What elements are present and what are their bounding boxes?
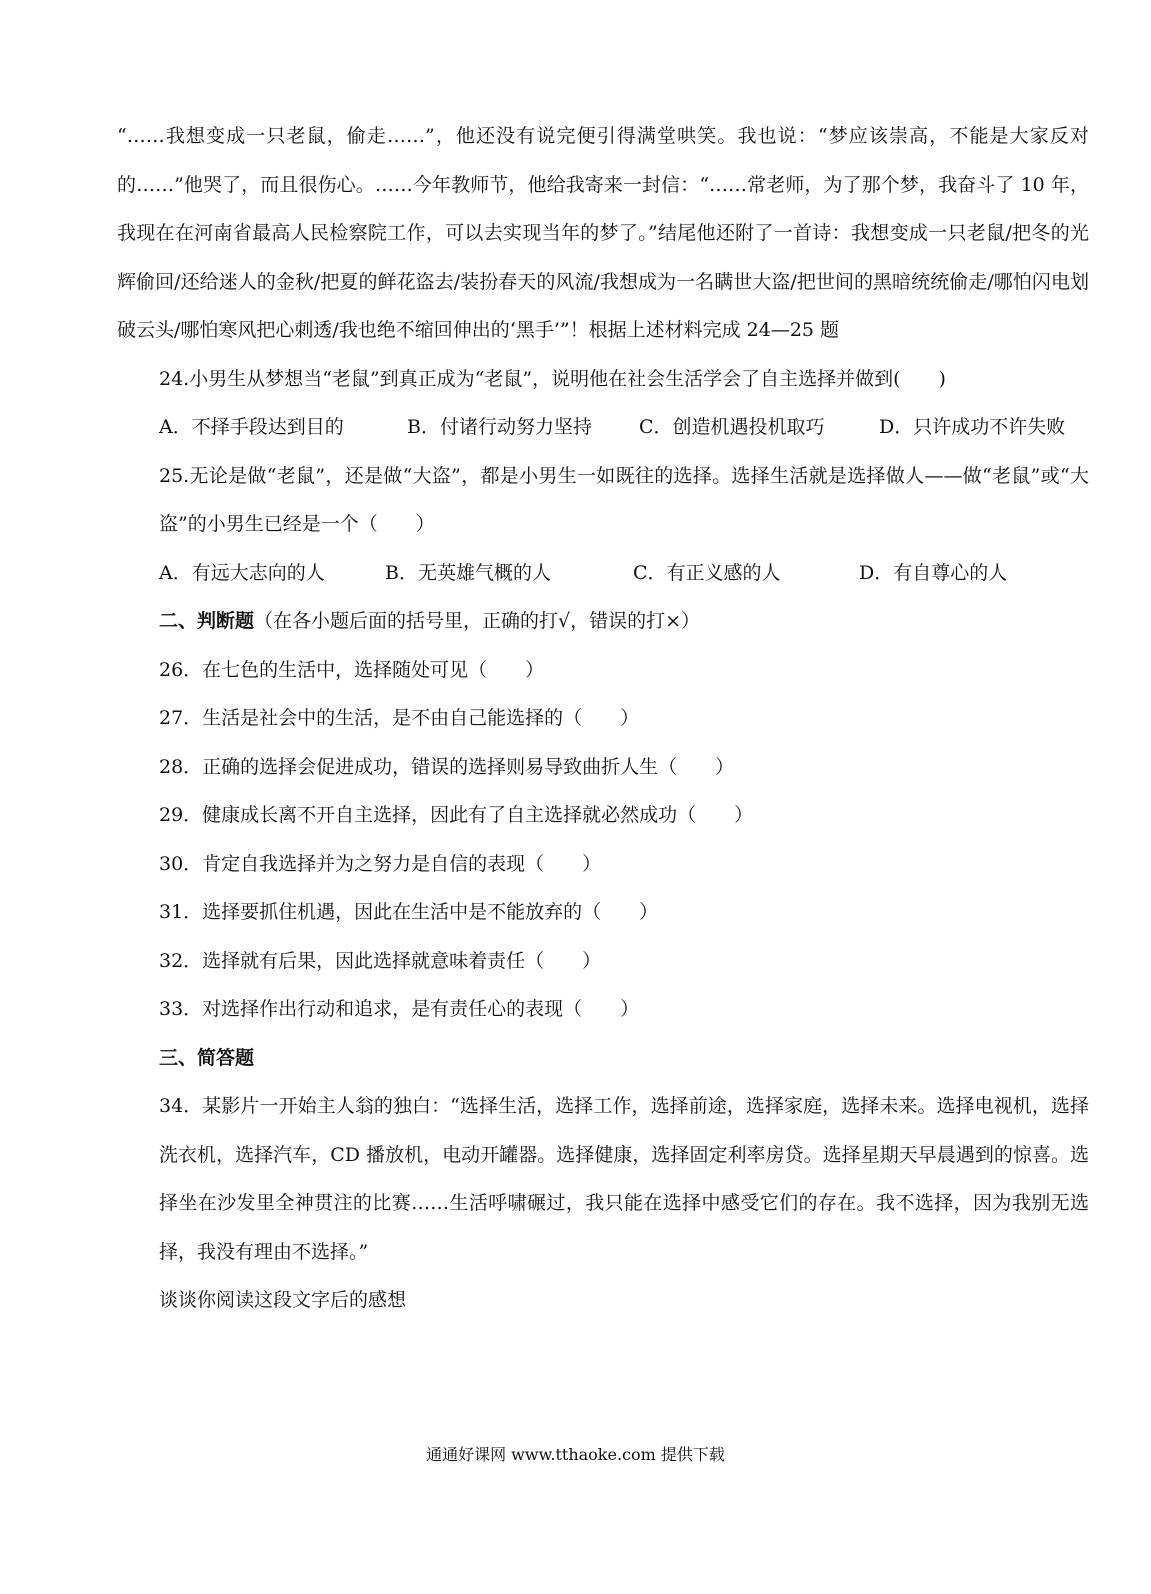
judgment-item-32: 32．选择就有后果，因此选择就意味着责任（ ）: [159, 949, 602, 972]
footer-credit: 通通好课网 www.tthaoke.com 提供下载: [426, 1445, 725, 1464]
question-24-stem: 24.小男生从梦想当“老鼠”到真正成为“老鼠”，说明他在社会生活学会了自主选择并做到( ): [159, 367, 946, 390]
question-34-prompt: 谈谈你阅读这段文字后的感想: [159, 1289, 407, 1311]
question-25-option-c: C．有正义感的人: [633, 561, 781, 584]
judgment-item-28: 28．正确的选择会促进成功，错误的选择则易导致曲折人生（ ）: [159, 755, 735, 778]
question-25-option-a: A．有远大志向的人: [159, 561, 325, 584]
section-3-heading: [117, 1034, 1089, 1083]
section-3-title: 三、简答题: [159, 1046, 255, 1069]
judgment-item-26: 26．在七色的生活中，选择随处可见（ ）: [159, 658, 545, 681]
question-24-option-a: A．不择手段达到目的: [159, 416, 344, 438]
question-24-option-b: B．付诸行动努力坚持: [407, 416, 592, 438]
judgment-item-31: 31．选择要抓住机遇，因此在生活中是不能放弃的（ ）: [159, 901, 659, 923]
judgment-item-30: 30．肯定自我选择并为之努力是自信的表现（ ）: [159, 852, 602, 875]
question-34-text: 34．某影片一开始主人翁的独白：“选择生活，选择工作，选择前途，选择家庭，选择未来。选择电视机，选择洗衣机，选择汽车，CD 播放机，电动开罐器。选择健康，选择固定利率房贷。选择星期天早晨遇到的惊喜。选择坐在沙发里全神贯注的比赛……生活呼啸碾过，我只能在选择中感受它们的存在。我不选择，因为我别无选择，我没有理由不选择。”: [159, 1095, 1089, 1263]
question-24-option-c: C．创造机遇投机取巧: [639, 416, 825, 438]
question-25-option-d: D．有自尊心的人: [859, 561, 1008, 584]
judgment-item-27: 27．生活是社会中的生活，是不由自己能选择的（ ）: [159, 707, 640, 729]
question-24-options: [117, 403, 1089, 452]
judgment-item-33: 33．对选择作出行动和追求，是有责任心的表现（ ）: [159, 998, 640, 1020]
question-25-option-b: B．无英雄气概的人: [385, 561, 551, 584]
section-2-instructions: （在各小题后面的括号里，正确的打√，错误的打×）: [254, 610, 701, 632]
question-24-option-d: D．只许成功不许失败: [879, 416, 1066, 438]
judgment-item-29: 29．健康成长离不开自主选择，因此有了自主选择就必然成功（ ）: [159, 804, 754, 826]
passage-text: “……我想变成一只老鼠，偷走……”，他还没有说完便引得满堂哄笑。我也说：“梦应该崇高，不能是大家反对的……”他哭了，而且很伤心。……今年教师节，他给我寄来一封信：“……常老师，为了那个梦，我奋斗了 10 年，我现在在河南省最高人民检察院工作，可以去实现当年的梦了。”结尾他还附了一首诗：我想变成一只老鼠/把冬的光辉偷回/还给迷人的金秋/把夏的鲜花盗去/装扮春天的风流/我想成为一名瞒世大盗/把世间的黑暗统统偷走/哪怕闪电划破云头/哪怕寒风把心刺透/我也绝不缩回伸出的‘黑手’”！根据上述材料完成 24—25 题: [117, 125, 1089, 341]
question-25-stem: 25.无论是做“老鼠”，还是做“大盗”，都是小男生一如既往的选择。选择生活就是选择做人——做“老鼠”或“大盗”的小男生已经是一个（ ）: [159, 464, 1089, 535]
section-2-heading: [117, 597, 1089, 646]
question-25-options: [117, 549, 1089, 598]
document-page: [117, 112, 1089, 1325]
section-2-title: 二、判断题: [159, 610, 255, 632]
